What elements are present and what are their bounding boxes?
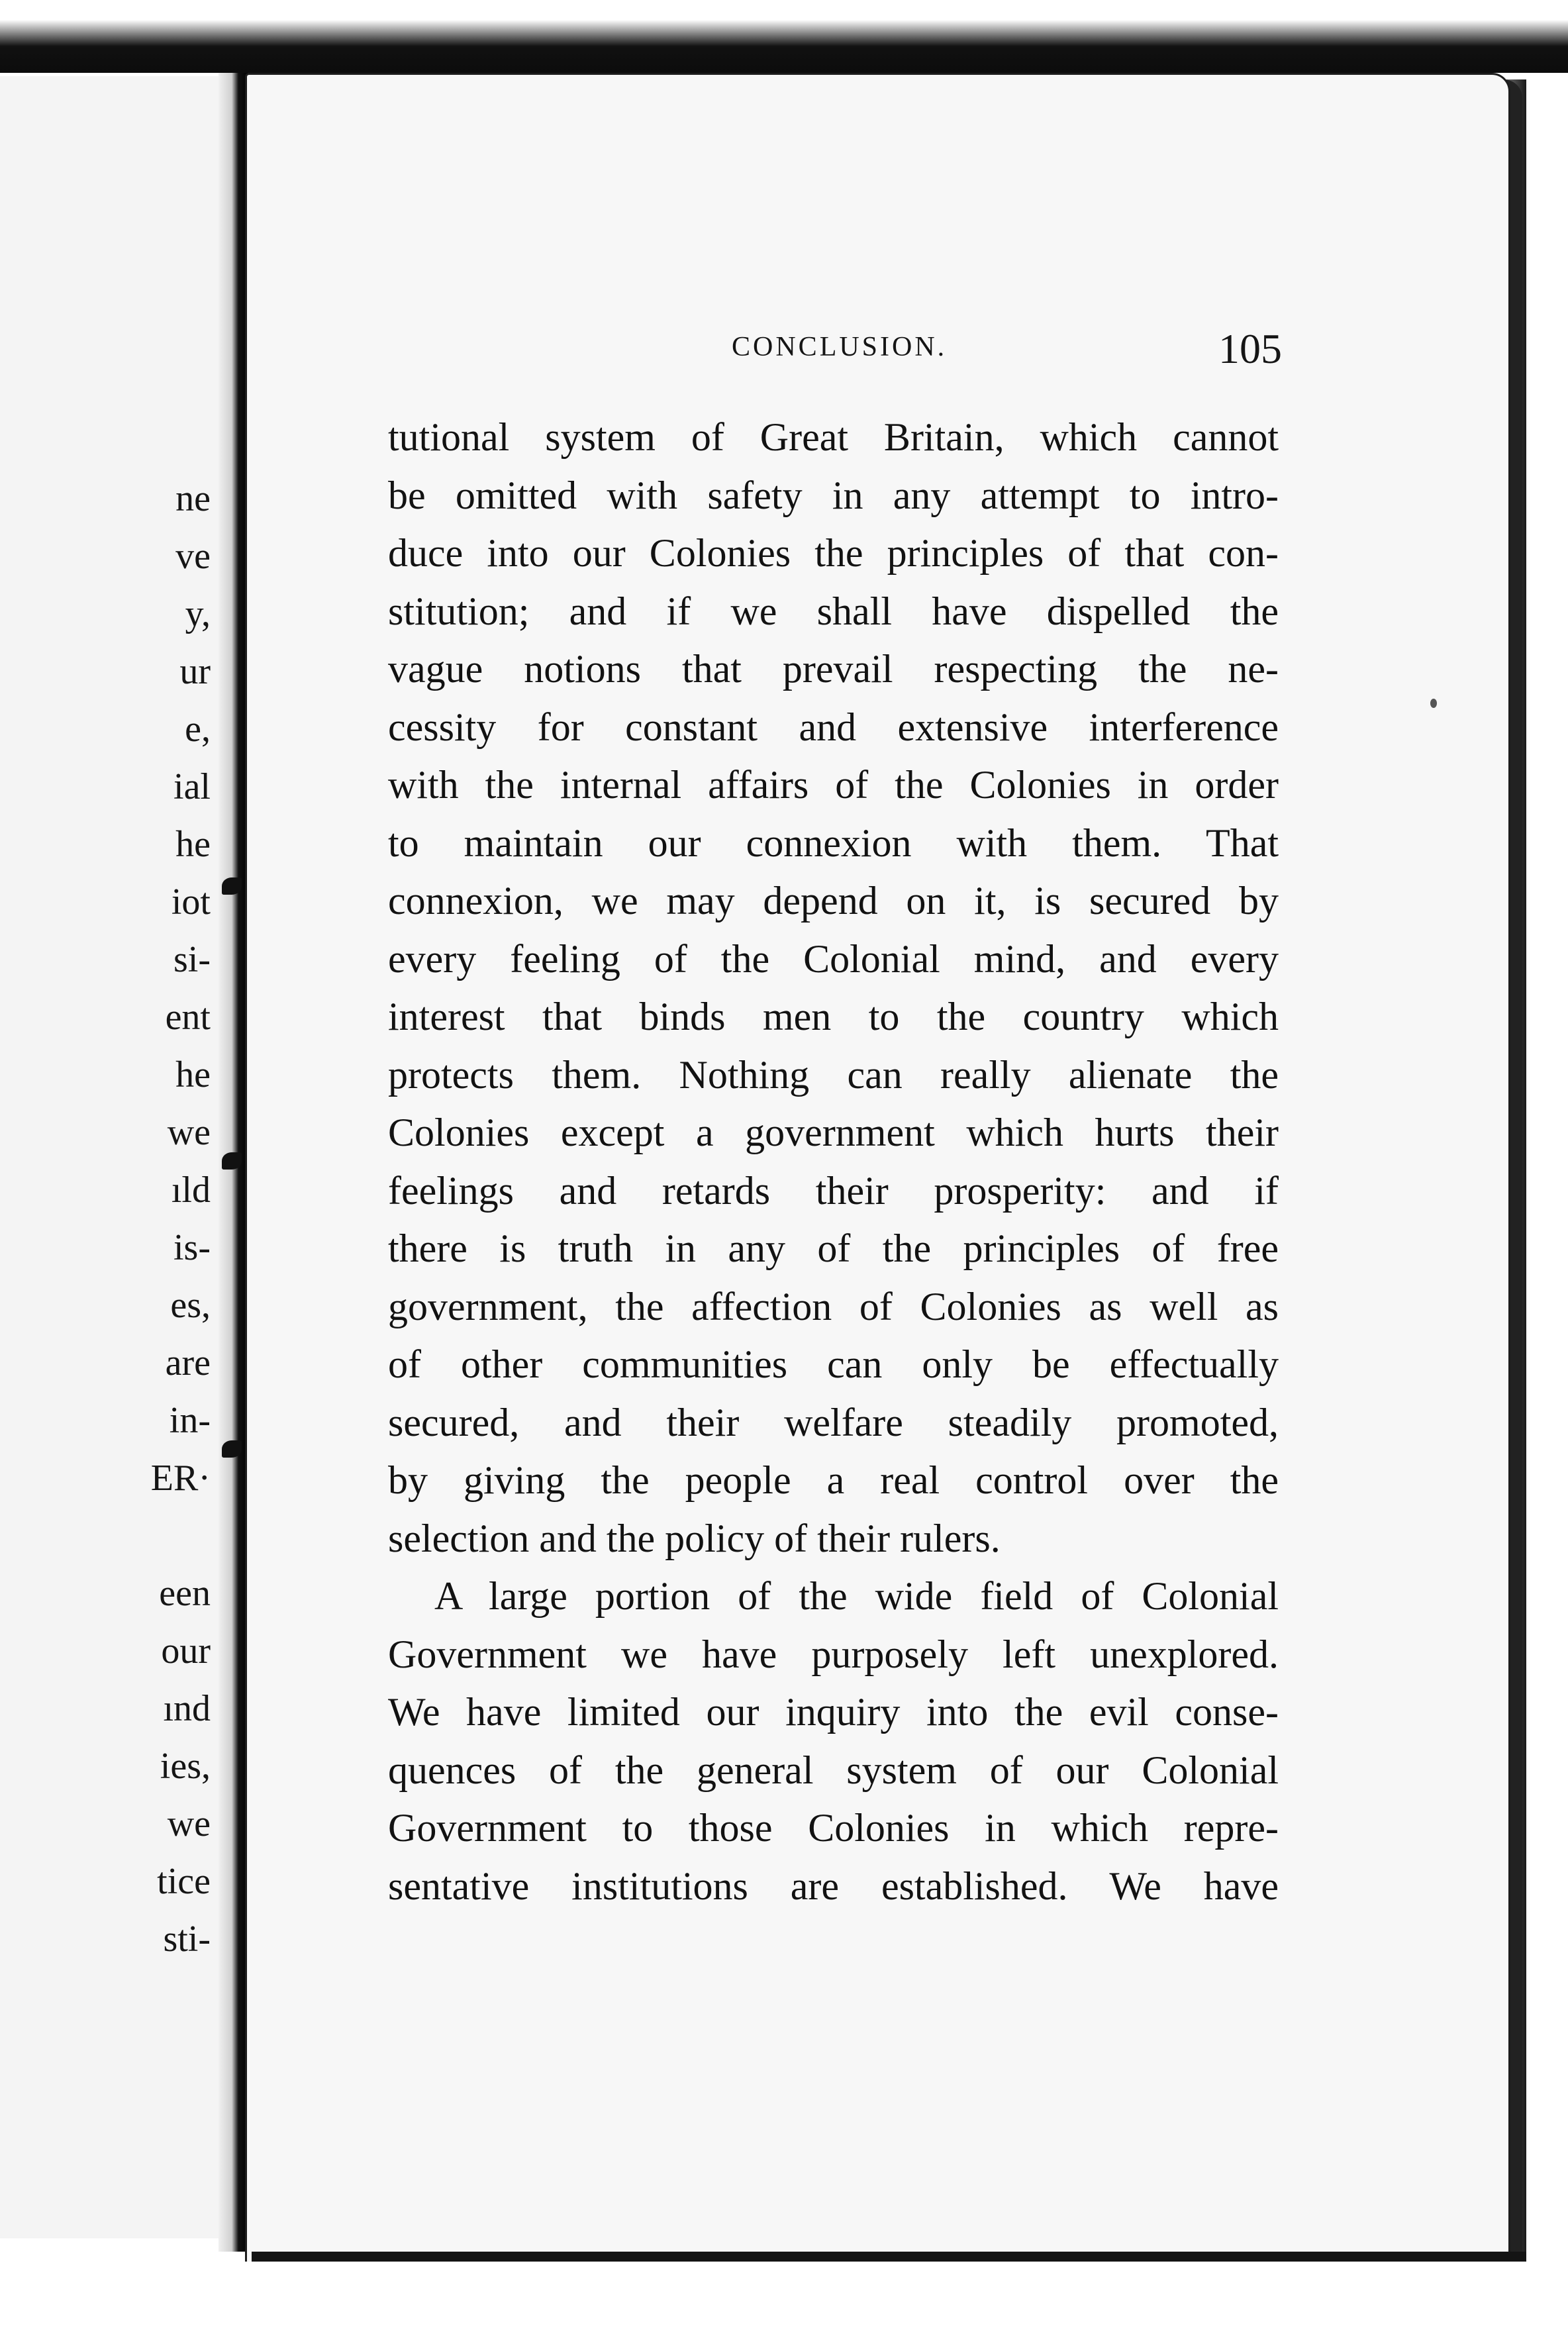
left-fragment: y, [185,593,211,634]
text-line: with the internal affairs of the Colonies in order [388,763,1279,807]
text-line: tutional system of Great Britain, which cannot [388,415,1279,459]
text-line: We have limited our inquiry into the evil conse- [388,1690,1279,1734]
left-fragment: ial [173,766,211,807]
text-line: quences of the general system of our Colonial [388,1748,1279,1792]
text-line: connexion, we may depend on it, is secured by [388,879,1279,923]
text-line: government, the affection of Colonies as well as [388,1284,1279,1328]
text-line: Government we have purposely left unexplored. [388,1632,1279,1676]
book-gutter [219,73,248,2252]
text-line: selection and the policy of their rulers. [388,1516,1001,1560]
bottom-margin [0,2262,1568,2347]
left-fragment: ıld [171,1170,211,1211]
left-fragment: he [175,1054,211,1095]
binding-thread-mark [222,1440,242,1458]
text-line: stitution; and if we shall have dispelled the [388,589,1279,633]
left-fragment: is- [173,1227,211,1268]
text-line: vague notions that prevail respecting the ne- [388,647,1279,691]
left-fragment: si- [173,939,211,980]
text-line: duce into our Colonies the principles of that con- [388,531,1279,575]
text-line: there is truth in any of the principles of free [388,1226,1279,1270]
text-line: to maintain our connexion with them. That [388,821,1279,865]
text-line: be omitted with safety in any attempt to intro- [388,473,1279,517]
binding-thread-mark [222,877,242,895]
text-line: A large portion of the wide field of Colonial [434,1574,1279,1618]
left-fragment: in- [169,1400,211,1441]
left-fragment: es, [170,1285,211,1326]
text-line: protects them. Nothing can really alienate the [388,1052,1279,1097]
text-line: sentative institutions are established. We have [388,1864,1279,1908]
left-fragment: ne [175,478,211,519]
left-fragment: we [167,1112,211,1153]
paper-speck [1430,699,1437,708]
left-fragment: are [165,1342,211,1383]
text-line: Government to those Colonies in which repre- [388,1806,1279,1850]
left-fragment: tice [157,1861,211,1902]
text-line: by giving the people a real control over the [388,1458,1279,1502]
text-line: interest that binds men to the country which [388,995,1279,1038]
text-line: Colonies except a government which hurts their [388,1111,1279,1154]
left-fragment: sti- [163,1919,211,1960]
left-fragment: e, [185,709,211,750]
top-shadow [0,0,1568,73]
left-fragment: iot [171,881,211,923]
left-page [0,76,249,2238]
text-line: cessity for constant and extensive interference [388,705,1279,749]
left-fragment [0,1507,219,1565]
left-fragment: een [159,1573,211,1614]
binding-thread-mark [222,1152,242,1170]
left-fragment: ent [165,997,211,1038]
left-fragment: ve [175,536,211,577]
left-fragment: ınd [163,1688,211,1729]
left-fragment: our [161,1630,211,1672]
body-text [388,409,1279,1915]
text-line: every feeling of the Colonial mind, and every [388,936,1279,981]
left-page-text-fragments [0,470,219,1968]
page-number: 105 [1218,325,1282,372]
running-head: CONCLUSION. [732,332,948,362]
left-fragment: we [167,1803,211,1844]
text-line: secured, and their welfare steadily promoted, [388,1400,1279,1444]
text-line: of other communities can only be effectually [388,1342,1279,1386]
left-fragment: ER· [150,1458,211,1499]
left-fragment: ur [179,651,211,692]
left-fragment: he [175,824,211,865]
left-fragment: ies, [160,1746,211,1787]
text-line: feelings and retards their prosperity: and if [388,1168,1279,1213]
